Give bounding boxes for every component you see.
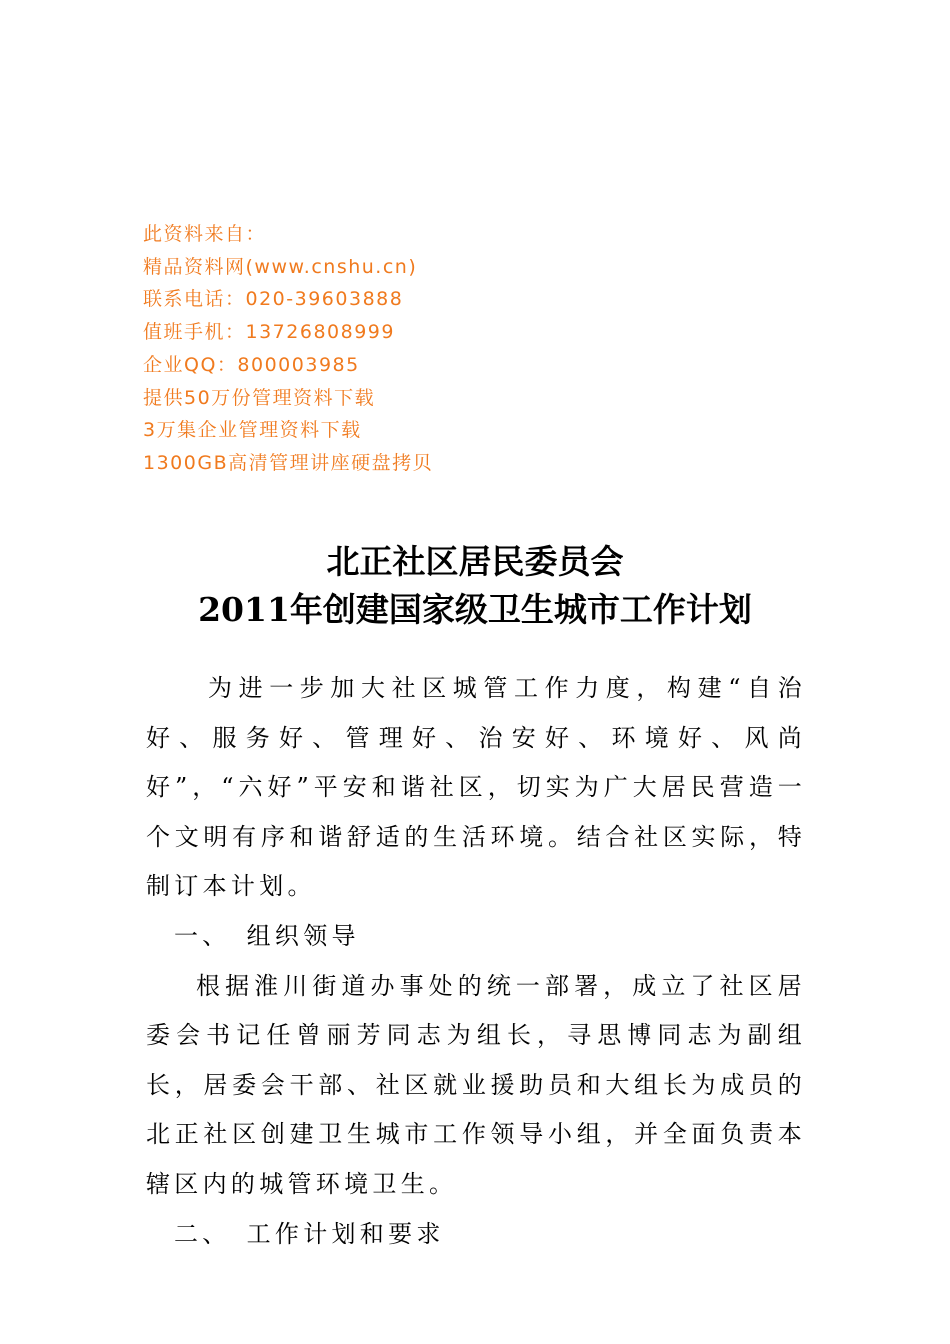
section-heading-2 bbox=[146, 1210, 806, 1260]
section-title-1: 组织领导 bbox=[246, 921, 360, 950]
source-line-mobile: 值班手机：13726808999 bbox=[143, 321, 395, 344]
source-line-qq: 企业QQ：800003985 bbox=[143, 353, 360, 376]
title-line-organization: 北正社区居民委员会 bbox=[326, 542, 624, 581]
intro-paragraph: 为进一步加大社区城管工作力度，构建“自治好、服务好、管理好、治安好、环境好、风尚好”，“六好”平安和谐社区，切实为广大居民营造一个文明有序和谐舒适的生活环境。结合社区实际，特制订本计划。 bbox=[146, 674, 806, 901]
source-line-offer-2: 3万集企业管理资料下载 bbox=[143, 419, 362, 442]
section-number-2: 二、 bbox=[174, 1219, 231, 1248]
source-line-phone: 联系电话：020-39603888 bbox=[143, 288, 404, 311]
section-title-2: 工作计划和要求 bbox=[246, 1219, 445, 1248]
source-line-offer-1: 提供50万份管理资料下载 bbox=[143, 386, 376, 409]
section-number-1: 一、 bbox=[174, 921, 231, 950]
source-line-from: 此资料来自： bbox=[143, 223, 267, 245]
source-info-block bbox=[143, 218, 743, 480]
source-line-offer-3: 1300GB高清管理讲座硬盘拷贝 bbox=[143, 451, 434, 474]
document-body bbox=[146, 664, 806, 1259]
section-heading-1 bbox=[146, 912, 806, 962]
document-title bbox=[0, 538, 950, 634]
section-paragraph-1: 根据淮川街道办事处的统一部署，成立了社区居委会书记任曾丽芳同志为组长，寻思博同志为副组长，居委会干部、社区就业援助员和大组长为成员的北正社区创建卫生城市工作领导小组，并全面负责本辖区内的城管环境卫生。 bbox=[146, 971, 806, 1198]
source-line-website: 精品资料网(www.cnshu.cn) bbox=[143, 255, 418, 278]
title-line-plan: 2011年创建国家级卫生城市工作计划 bbox=[198, 590, 752, 629]
